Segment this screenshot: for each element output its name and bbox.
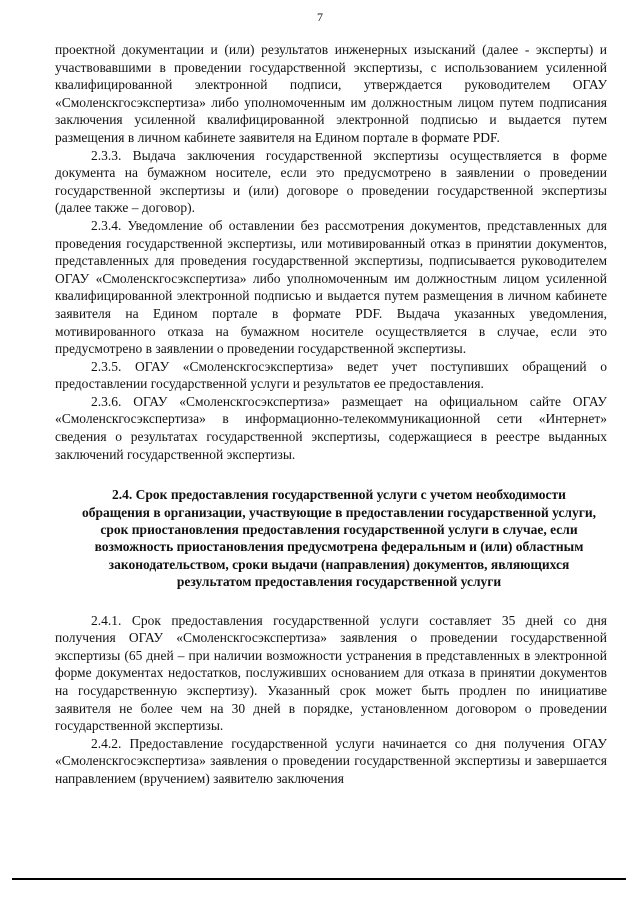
paragraph-continuation: проектной документации и (или) результатов инженерных изысканий (далее - эксперты) и участвовавшими в проведении государственной экспертизы, с использованием усиленной квалифицированной электронной подписи, утверждается руководителем ОГАУ «Смоленскгосэкспертиза» либо уполномоченным им должностным лицом путем подписания заключения усиленной квалифицированной электронной подписью и выдается путем размещения в личном кабинете заявителя на Едином портале в формате PDF.	[55, 42, 607, 145]
bottom-divider	[12, 878, 626, 880]
document-body	[55, 41, 607, 788]
paragraph-2-4-1: 2.4.1. Срок предоставления государственной услуги составляет 35 дней со дня получения ОГАУ «Смоленскгосэкспертиза» заявления о проведении государственной экспертизы (65 дней – при наличии возможности устранения в представленных в электронной форме документах недостатков, послуживших основанием для отказа в принятии документов на государственную экспертизу). Указанный срок может быть продлен по инициативе заявителя не более чем на 30 дней в порядке, установленном договором о проведении государственной экспертизы.	[55, 612, 607, 734]
paragraph-2-3-3: 2.3.3. Выдача заключения государственной экспертизы осуществляется в форме документа на бумажном носителе, если это предусмотрено в заявлении о проведении государственной экспертизы и (или) договоре о проведении государственной экспертизы (далее также – договор).	[55, 147, 607, 216]
section-heading-2-4: 2.4. Срок предоставления государственной услуги с учетом необходимости обращения в организации, участвующие в предоставлении государственной услуги, срок приостановления предоставления государственной услуги в случае, если возможность приостановления предусмотрена федеральным и (или) областным законодательством, сроки выдачи (направления) документов, являющихся результатом предоставления государственной услуги	[81, 487, 597, 590]
paragraph-2-3-6: 2.3.6. ОГАУ «Смоленскгосэкспертиза» размещает на официальном сайте ОГАУ «Смоленскгосэкспертиза» в информационно-телекоммуникационной сети «Интернет» сведения о результатах государственной экспертизы, содержащиеся в реестре выданных заключений государственной экспертизы.	[55, 393, 607, 462]
page-number: 7	[317, 10, 323, 24]
paragraph-2-4-2: 2.4.2. Предоставление государственной услуги начинается со дня получения ОГАУ «Смоленскгосэкспертиза» заявления о проведении государственной экспертизы и завершается направлением (вручением) заявителю заключения	[55, 735, 607, 787]
paragraph-2-3-5: 2.3.5. ОГАУ «Смоленскгосэкспертиза» ведет учет поступивших обращений о предоставлении государственной услуги и результатов ее предоставления.	[55, 358, 607, 392]
paragraph-2-3-4: 2.3.4. Уведомление об оставлении без рассмотрения документов, представленных для проведения государственной экспертизы, или мотивированный отказ в принятии документов, представленных для проведения государственной экспертизы, подписывается руководителем ОГАУ «Смоленскгосэкспертиза» либо уполномоченным им должностным лицом усиленной квалифицированной электронной подписью и выдается путем размещения в личном кабинете заявителя на Едином портале в формате PDF. Выдача указанных уведомления, мотивированного отказа на бумажном носителе осуществляется в случае, если это предусмотрено в заявлении о проведении государственной экспертизы.	[55, 217, 607, 357]
